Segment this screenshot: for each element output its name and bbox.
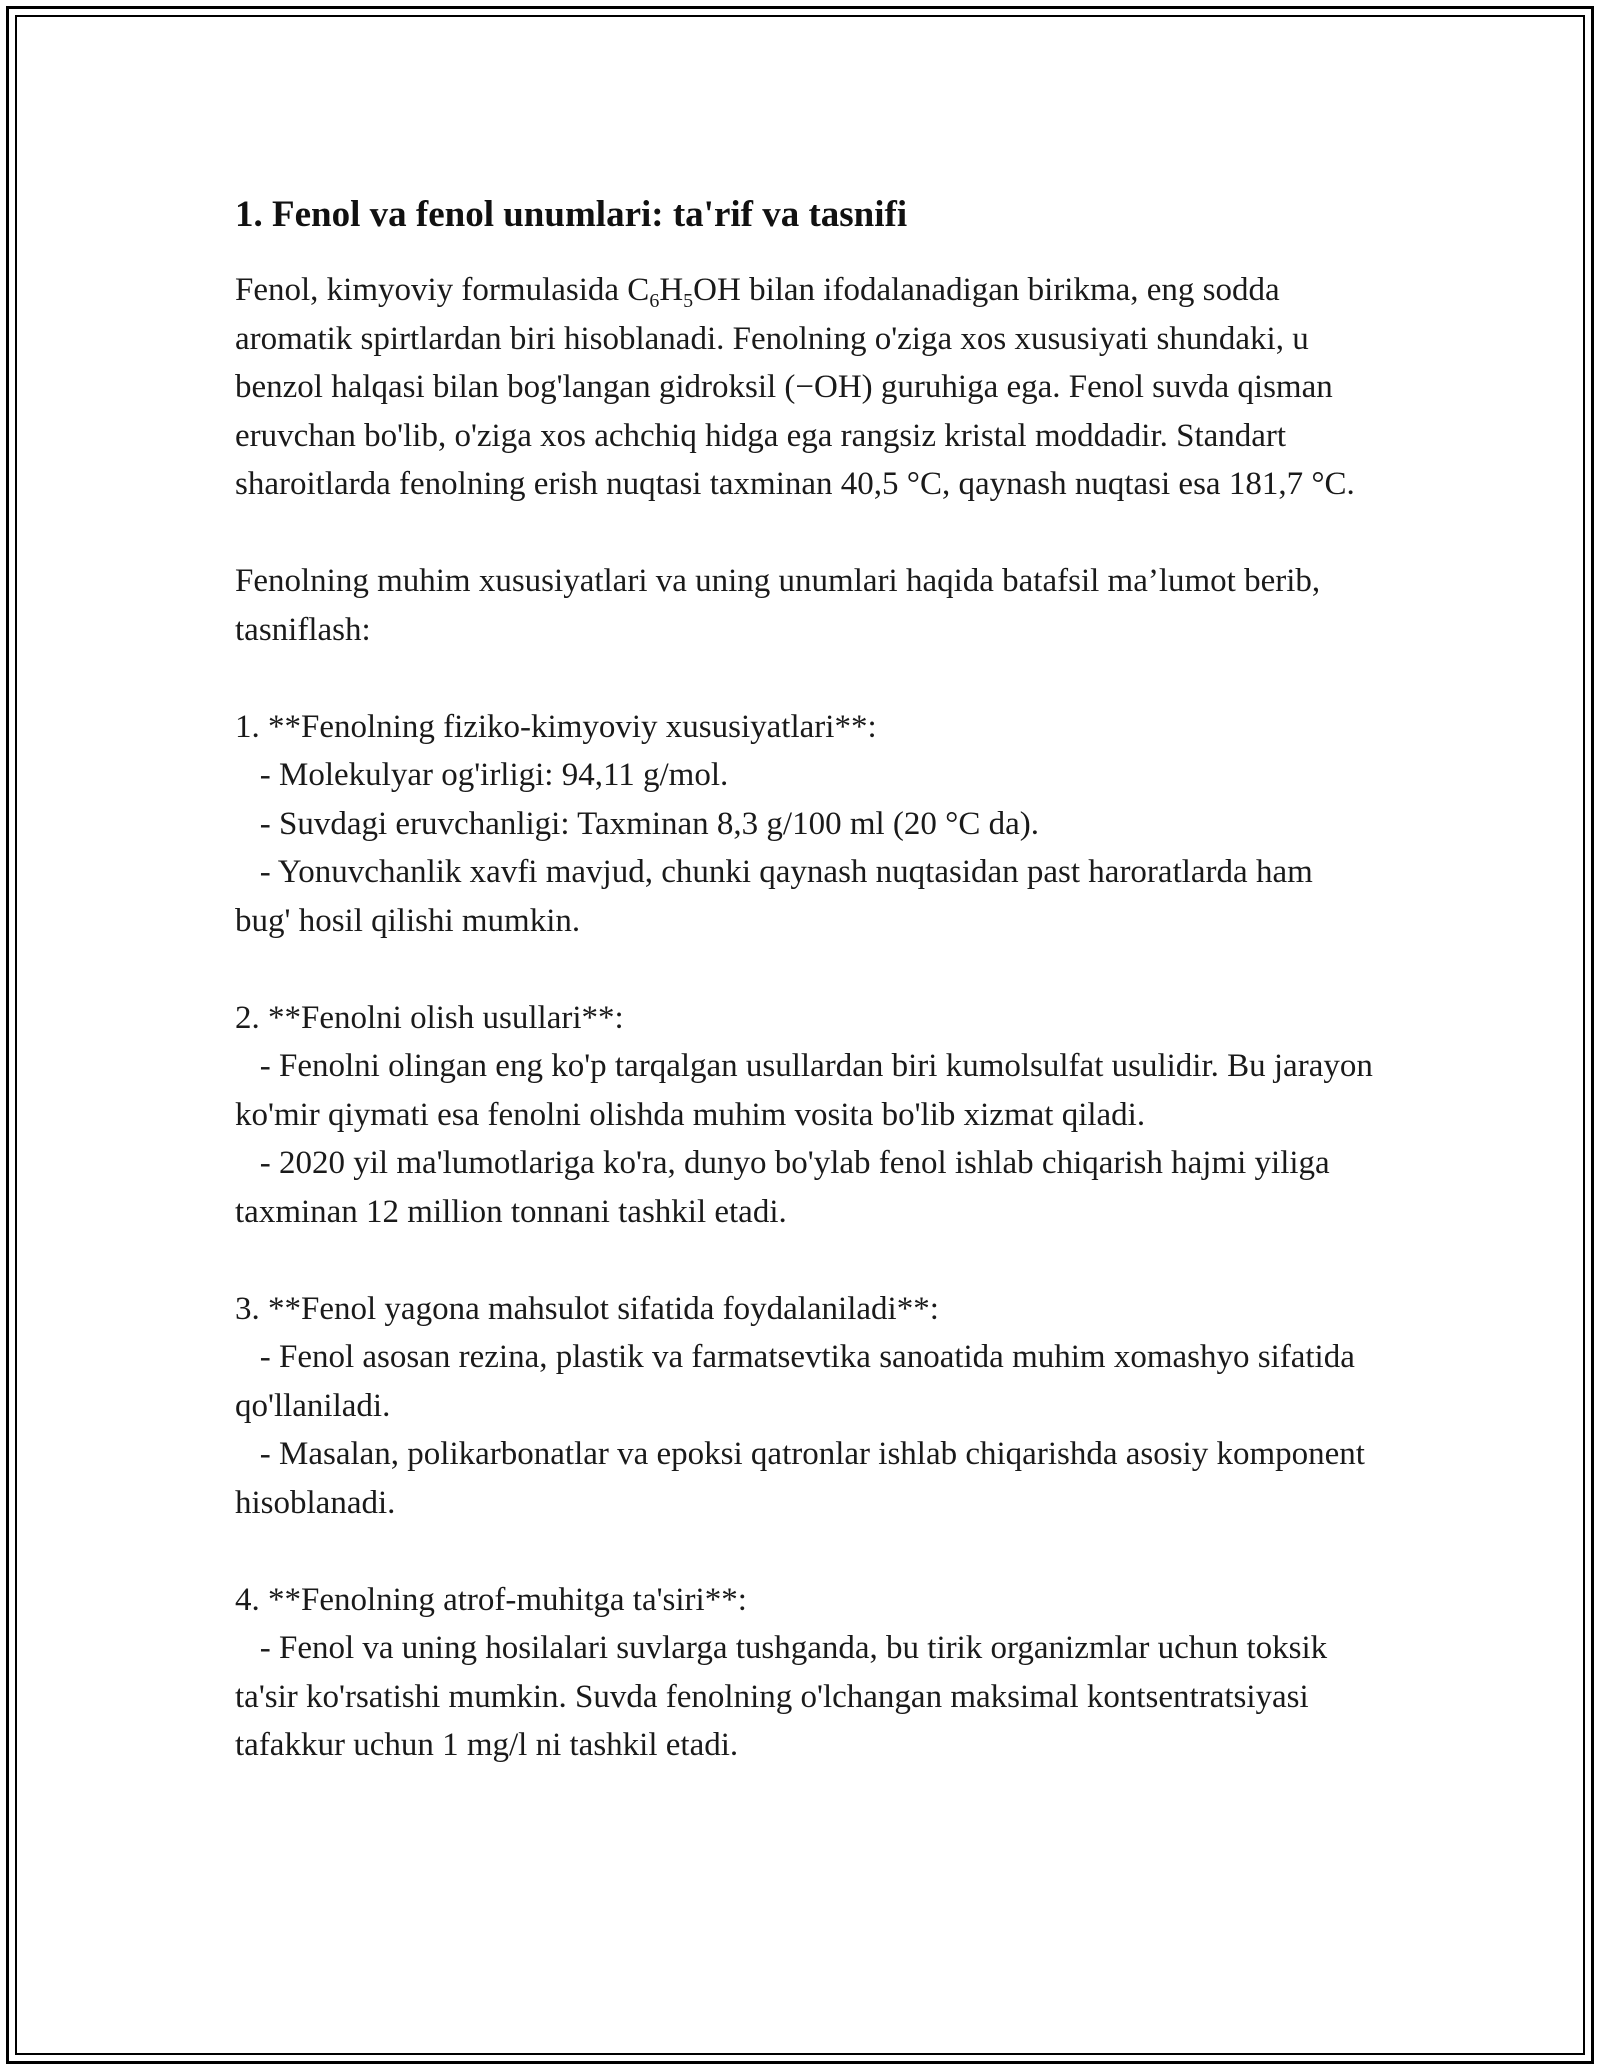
list-item: - 2020 yil ma'lumotlariga ko'ra, dunyo bo'ylab fenol ishlab chiqarish hajmi yiliga taxminan 12 million tonnani tashkil etadi.: [235, 1145, 1338, 1230]
list-item: - Yonuvchanlik xavfi mavjud, chunki qaynash nuqtasidan past haroratlarda ham bug' hosil qilishi mumkin.: [235, 854, 1322, 939]
section-title: 2. **Fenolni olish usullari**:: [235, 999, 624, 1036]
list-item: - Masalan, polikarbonatlar va epoksi qatronlar ishlab chiqarishda asosiy komponent hisoblanadi.: [235, 1436, 1374, 1521]
paragraph-gap: [235, 509, 1375, 558]
lead-paragraph: Fenolning muhim xususiyatlari va uning unumlari haqida batafsil ma’lumot berib, tasniflash:: [235, 563, 1329, 648]
paragraph-gap: [235, 654, 1375, 703]
paragraph-gap: [235, 945, 1375, 994]
section-title: 1. **Fenolning fiziko-kimyoviy xususiyatlari**:: [235, 708, 877, 745]
intro-text-end: bilan ifodalanadigan birikma, eng sodda aromatik spirtlardan biri hisoblanadi. Fenolning o'ziga xos xususiyati shundaki, u benzol halqasi bilan bog'langan gidroksil (−OH) guruhiga ega. Fenol suvda qisman eruvchan bo'lib, o'ziga xos achchiq hidga ega rangsiz kristal moddadir. Standart sharoitlarda fenolning erish nuqtasi taxminan 40,5 °C, qaynash nuqtasi esa 181,7 °C.: [235, 272, 1355, 502]
list-item: - Suvdagi eruvchanligi: Taxminan 8,3 g/100 ml (20 °C da).: [235, 805, 1039, 842]
intro-paragraph: [235, 266, 1375, 509]
paragraph-gap: [235, 1527, 1375, 1576]
list-item: - Fenolni olingan eng ko'p tarqalgan usullardan biri kumolsulfat usulidir. Bu jarayon ko'mir qiymati esa fenolni olishda muhim vosita bo'lib xizmat qiladi.: [235, 1048, 1382, 1133]
intro-text-start: Fenol, kimyoviy formulasida: [235, 272, 628, 308]
paragraph-gap: [235, 1236, 1375, 1285]
section-title: 4. **Fenolning atrof-muhitga ta'siri**:: [235, 1581, 747, 1618]
formula-subscript-5: 5: [683, 290, 694, 312]
list-item: - Molekulyar og'irligi: 94,11 g/mol.: [235, 757, 729, 793]
document-body: [235, 186, 1382, 1770]
chemical-formula: [627, 272, 741, 312]
page-title: 1. Fenol va fenol unumlari: ta'rif va tasnifi: [235, 194, 908, 235]
formula-carbon: C: [627, 272, 650, 308]
list-item: - Fenol asosan rezina, plastik va farmatsevtika sanoatida muhim xomashyo sifatida qo'llaniladi.: [235, 1339, 1364, 1424]
formula-hydroxyl: OH: [693, 272, 741, 308]
list-item: - Fenol va uning hosilalari suvlarga tushganda, bu tirik organizmlar uchun toksik ta'sir ko'rsatishi mumkin. Suvda fenolning o'lchangan maksimal kontsentratsiyasi tafakkur uchun 1 mg/l ni tashkil etadi.: [235, 1630, 1336, 1763]
section-title: 3. **Fenol yagona mahsulot sifatida foydalaniladi**:: [235, 1290, 939, 1327]
formula-hydrogen: H: [659, 272, 684, 308]
formula-subscript-6: 6: [649, 290, 660, 312]
